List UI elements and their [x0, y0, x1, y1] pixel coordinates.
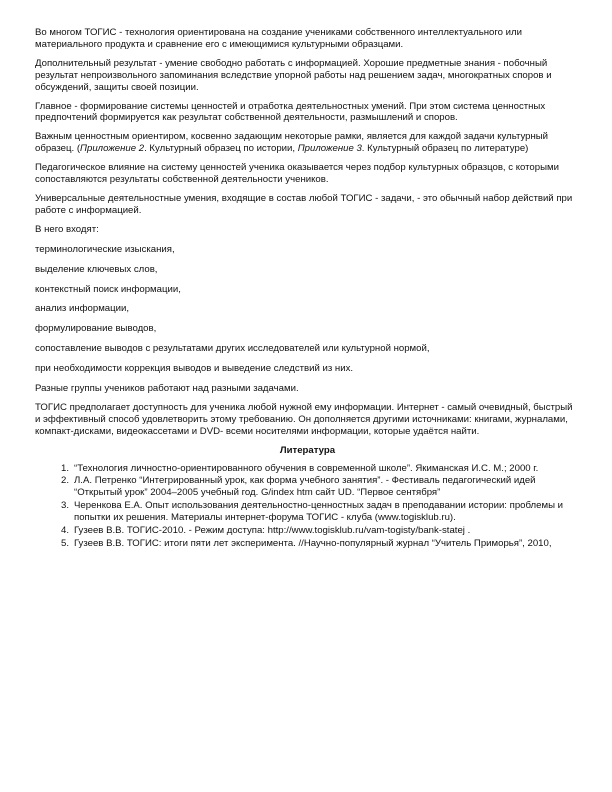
paragraph-4-text-c: . Культурный образец по литературе) — [361, 143, 529, 155]
literature-item-text: Л.А. Петренко “Интегрированный урок, как форма учебного занятия”. - Фестиваль педагогический идей “Открытый урок” 2004–2005 учебный год. G/index htm сайт UD. “Первое сентября” — [74, 475, 536, 499]
literature-item — [35, 463, 580, 475]
paragraph-8: Разные группы учеников работают над разными задачами. — [35, 383, 299, 395]
paragraph-5: Педагогическое влияние на систему ценностей ученика оказывается через подбор культурных образцов, с которыми сопоставляются результаты собственной деятельности учеников. — [35, 162, 559, 186]
appendix-2-ref: Приложение 2 — [80, 143, 145, 155]
literature-item-number: 4. — [61, 525, 70, 537]
literature-item-number: 3. — [61, 500, 70, 512]
skills-list-item: сопоставление выводов с результатами других исследователей или культурной нормой, — [35, 343, 430, 355]
skills-list-item: при необходимости коррекция выводов и выведение следствий из них. — [35, 363, 354, 375]
paragraph-4-text-a: Важным ценностным ориентиром, косвенно задающим некоторые рамки, является для каждой задачи культурный образец. ( — [35, 131, 549, 155]
paragraph-1: Во многом ТОГИС - технология ориентирована на создание учениками собственного интеллектуального или материального продукта и сравнение его с имеющимися культурными образцами. — [35, 27, 522, 50]
literature-item-text: Черенкова Е.А. Опыт использования деятельностно-ценностных задач в преподавании истории: проблемы и попытки их решения. Материалы интернет-форума ТОГИС - клуба (www.togisklub.ru). — [74, 500, 564, 524]
skills-list-item: анализ информации, — [35, 303, 130, 315]
skills-list-item: формулирование выводов, — [35, 323, 157, 335]
paragraph-9: ТОГИС предполагает доступность для ученика любой нужной ему информации. Интернет - самый очевидный, быстрый и эффективный способ удовлетворить этому требованию. Он дополняется другими источниками: книгами, журналами, компакт-дисками, видеокассетами и DVD- всеми носителями информации, которые удаётся найти. — [35, 401, 573, 437]
paragraph-4-text-b: . Культурный образец по истории, — [144, 143, 298, 155]
literature-item-text: Гузеев В.В. ТОГИС: итоги пяти лет эксперимента. //Научно-популярный журнал “Учитель Приморья”, 2010, — [74, 538, 552, 549]
literature-item-text: “Технология личностно-ориентированного обучения в современной школе”. Якиманская И.С. М.; 2000 г. — [74, 462, 539, 474]
literature-item — [35, 538, 580, 550]
paragraph-4 — [35, 131, 580, 155]
literature-item-number: 2. — [61, 475, 70, 487]
literature-item — [35, 525, 580, 537]
literature-list — [35, 463, 580, 550]
paragraph-3: Главное - формирование системы ценностей и отработка деятельностных умений. При этом система ценностных предпочтений формируется как результат собственной деятельности, размышлений и споров. — [35, 100, 546, 124]
literature-item — [35, 475, 580, 499]
paragraph-7: В него входят: — [35, 223, 99, 235]
literature-item-number: 1. — [61, 462, 70, 474]
appendix-3-ref: Приложение 3 — [297, 143, 362, 155]
skills-list-item: выделение ключевых слов, — [35, 263, 158, 275]
literature-item — [35, 500, 580, 524]
literature-item-text: Гузеев В.В. ТОГИС-2010. - Режим доступа: http://www.togisklub.ru/vam-togisty/bank-statej . — [74, 525, 471, 537]
document-page — [35, 27, 580, 551]
literature-heading: Литература — [279, 444, 336, 456]
skills-list-item: контекстный поиск информации, — [35, 283, 181, 295]
skills-list-item: терминологические изыскания, — [35, 243, 175, 255]
literature-item-number: 5. — [61, 538, 70, 549]
paragraph-6: Универсальные деятельностные умения, входящие в состав любой ТОГИС - задачи, - это обычный набор действий при работе с информацией. — [35, 192, 573, 216]
paragraph-2: Дополнительный результат - умение свободно работать с информацией. Хорошие предметные знания - побочный результат непроизвольного запоминания вследствие упорной работы над решением задач, многократных споров и обсуждений, защиты своей позиции. — [35, 57, 552, 93]
